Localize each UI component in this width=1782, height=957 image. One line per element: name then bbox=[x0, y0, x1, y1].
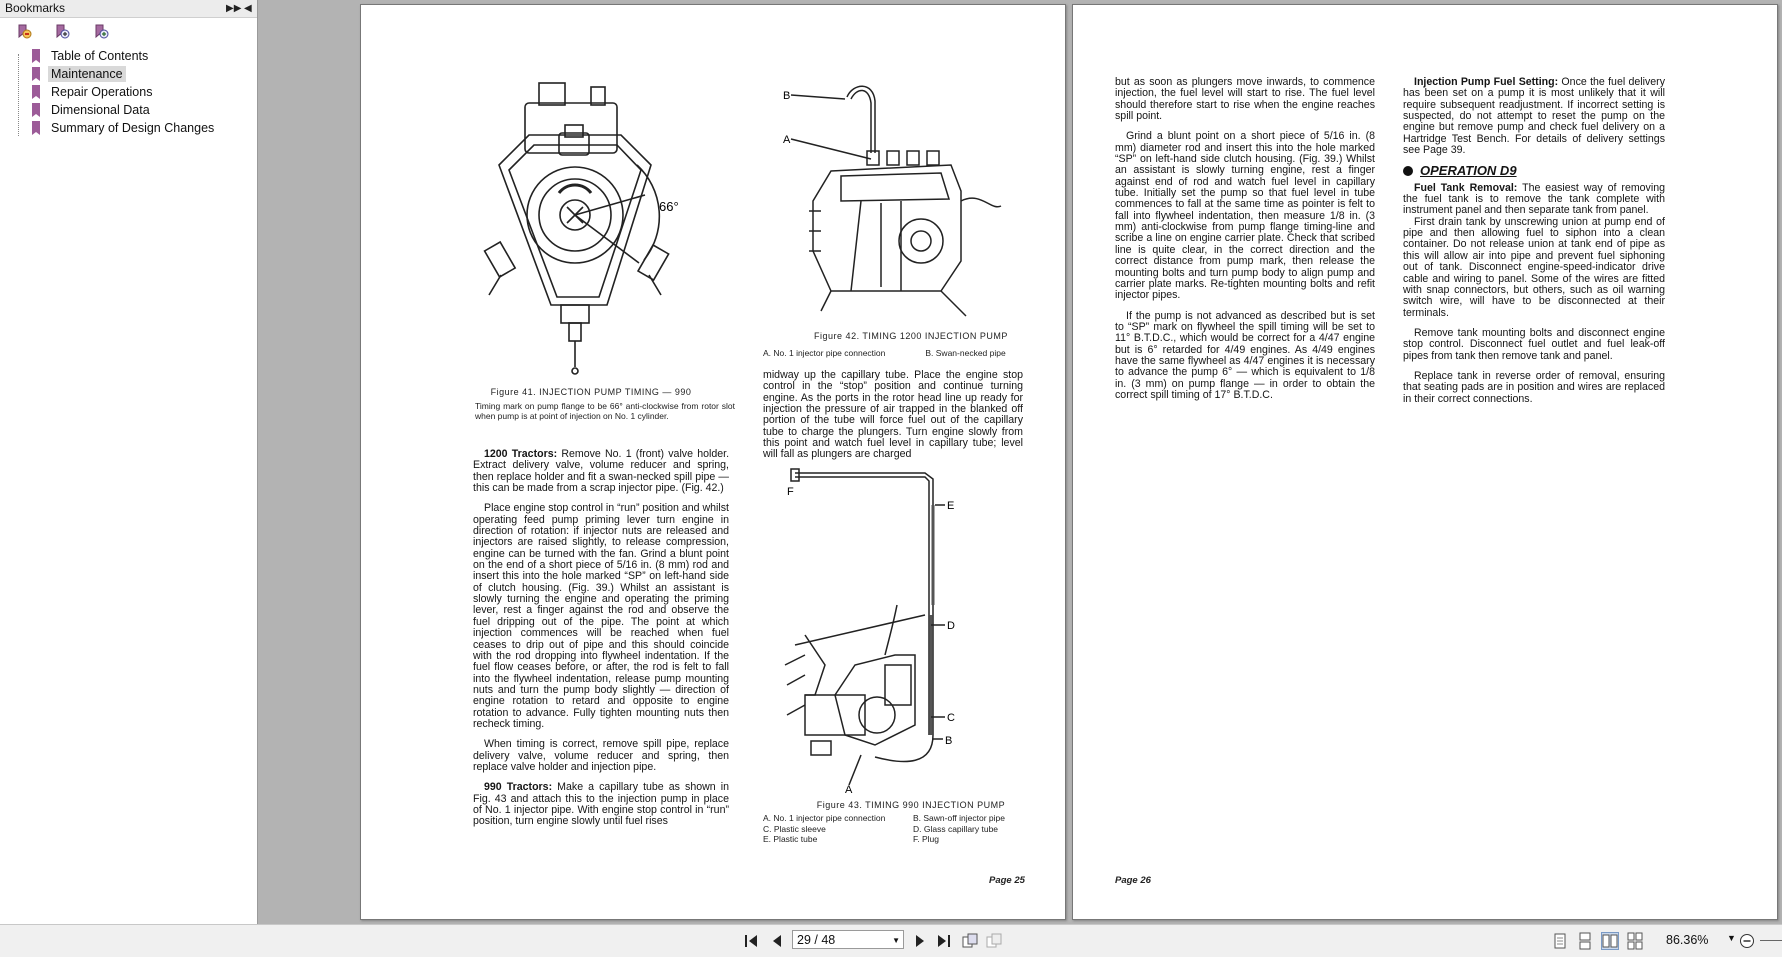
next-page-icon[interactable] bbox=[912, 933, 928, 949]
bookmarks-list bbox=[0, 47, 257, 137]
figure-43-legend-d: D. Glass capillary tube bbox=[913, 823, 999, 834]
figure-43-label-b: B bbox=[945, 735, 953, 747]
panel-options-icon[interactable]: ▶▶ bbox=[226, 3, 242, 14]
page-number-value: 29 / 48 bbox=[797, 933, 836, 947]
figure-41-angle-label: 66° bbox=[659, 199, 679, 214]
figure-42-label-b: B bbox=[783, 90, 791, 102]
page-number: Page 25 bbox=[989, 875, 1025, 886]
document-page-25 bbox=[360, 4, 1066, 920]
paragraph bbox=[473, 449, 729, 494]
figure-43-legend-a: A. No. 1 injector pipe connection bbox=[763, 813, 886, 823]
figure-43-label-c: C bbox=[947, 712, 955, 724]
zoom-dropdown-icon[interactable]: ▼ bbox=[1727, 933, 1736, 943]
bookmark-table-of-contents[interactable] bbox=[0, 47, 257, 65]
paragraph-text: Remove No. 1 (front) valve holder. Extract delivery valve, volume reducer and spring, then replace holder and fit a swan-necked spill pipe — this can be made from a scrap injector pipe. (Fig. 42.) bbox=[473, 448, 730, 495]
figure-42-pump-drawing bbox=[783, 81, 1011, 321]
bookmark-label: Summary of Design Changes bbox=[51, 121, 215, 135]
figure-43-legend-c: C. Plastic sleeve bbox=[763, 823, 826, 834]
paragraph: If the pump is not advanced as described but is set to “SP” mark on flywheel the spill timing will be set to 11° B.T.D.C., which would be correct for a 4/47 engine but is 6° retarded for 4/49 engines. As 4/49 engines have the same flywheel as 4/47 engines it is necessary to advance the pump 6° — which is equivalent to 1/8 in. (3 mm) on pump flange — in order to obtain the correct spill timing of 17° B.T.D.C. bbox=[1115, 309, 1375, 401]
paragraph-heading: Fuel Tank Removal: bbox=[1414, 181, 1518, 194]
bookmarks-title: Bookmarks bbox=[5, 1, 66, 15]
bookmark-ribbon-icon bbox=[32, 67, 40, 81]
continuous-view-icon[interactable] bbox=[1577, 933, 1593, 949]
figure-42-legend-b: B. Swan-necked pipe bbox=[925, 348, 1006, 358]
bookmarks-panel bbox=[0, 0, 258, 924]
page-25-right-column bbox=[763, 370, 1023, 470]
figure-43-label-e: E bbox=[947, 500, 955, 512]
operation-heading bbox=[1403, 163, 1665, 179]
bookmarks-toolbar bbox=[0, 18, 257, 46]
bookmark-repair-operations[interactable] bbox=[0, 83, 257, 101]
figure-43-caption: Figure 43. TIMING 990 INJECTION PUMP bbox=[816, 800, 1006, 810]
figure-43-legend-f: F. Plug bbox=[913, 834, 939, 844]
single-page-view-icon[interactable] bbox=[1552, 933, 1568, 949]
paragraph: Replace tank in reverse order of removal, ensuring that seating pads are in position and wires are replaced in their correct connections. bbox=[1403, 369, 1665, 405]
two-page-view-icon[interactable] bbox=[1602, 933, 1618, 949]
bookmarks-header bbox=[0, 0, 257, 18]
bookmark-ribbon-icon bbox=[32, 85, 40, 99]
bookmark-label: Maintenance bbox=[48, 66, 126, 82]
zoom-out-icon[interactable] bbox=[1739, 933, 1755, 949]
page-26-left-column bbox=[1115, 77, 1375, 410]
paragraph: Remove tank mounting bolts and disconnect engine stop control. Disconnect fuel outlet and fuel leak-off pipes from tank then remove tank and panel. bbox=[1403, 326, 1665, 362]
paragraph: midway up the capillary tube. Place the engine stop control in the “stop” position and continue turning engine. As the ports in the rotor head line up ready for injection the pressure of air trapped in the blanked off portion of the tube will force fuel out of the capillary tube to charge the plungers. Turn engine slowly from this point and watch fuel level in capillary tube; level will fall as plungers are charged bbox=[763, 369, 1023, 461]
figure-42-legend-a: A. No. 1 injector pipe connection bbox=[763, 348, 886, 358]
first-page-icon[interactable] bbox=[743, 933, 759, 949]
bookmark-ribbon-icon bbox=[32, 103, 40, 117]
figure-43-legend bbox=[763, 813, 1063, 845]
page-26-right-column bbox=[1403, 77, 1665, 414]
figure-43-label-a: A bbox=[845, 784, 853, 796]
bookmark-ribbon-icon bbox=[32, 49, 40, 63]
bookmark-ribbon-icon bbox=[32, 121, 40, 135]
paragraph-text: Make a capillary tube as shown in Fig. 43 and attach this to the injection pump in place of No. 1 injector pipe. With engine stop control in “run” position, turn engine slowly until fuel rises bbox=[473, 781, 729, 828]
figure-43-label-f: F bbox=[787, 486, 794, 498]
figure-43-pump-drawing bbox=[765, 465, 995, 795]
figure-42-label-a: A bbox=[783, 134, 791, 146]
paragraph: but as soon as plungers move inwards, to commence injection, the fuel level will start to rise. The fuel level should therefore start to rise when the engine reaches spill point. bbox=[1115, 76, 1375, 123]
operation-heading-text: OPERATION D9 bbox=[1420, 163, 1517, 179]
paragraph-heading: 1200 Tractors: bbox=[484, 448, 558, 460]
page-number-field[interactable] bbox=[792, 930, 904, 949]
figure-43-label-d: D bbox=[947, 620, 955, 632]
figure-41-note: Timing mark on pump flange to be 66° anti-clockwise from rotor slot when pump is at point of injection on No. 1 cylinder. bbox=[475, 401, 735, 421]
add-bookmark-icon[interactable] bbox=[93, 24, 109, 40]
expand-bookmark-icon[interactable] bbox=[54, 24, 70, 40]
previous-view-icon[interactable] bbox=[962, 933, 978, 949]
paragraph-heading: 990 Tractors: bbox=[484, 781, 553, 794]
previous-page-icon[interactable] bbox=[769, 933, 785, 949]
bookmark-dimensional-data[interactable] bbox=[0, 101, 257, 119]
figure-41-pump-drawing bbox=[499, 75, 709, 380]
paragraph: When timing is correct, remove spill pipe, replace delivery valve, volume reducer and spring, then replace valve holder and injection pipe. bbox=[473, 738, 729, 773]
bookmark-label: Dimensional Data bbox=[51, 103, 150, 117]
bookmark-label: Table of Contents bbox=[51, 49, 149, 63]
bookmark-options-icon[interactable] bbox=[16, 24, 32, 40]
next-view-icon[interactable] bbox=[986, 933, 1002, 949]
paragraph: Place engine stop control in “run” position and whilst operating feed pump priming lever turn engine in direction of rotation: if injector nuts are released and injectors are raised slightly, to release compression, engine can be turned with the fan. Grind a blunt point on the end of a short piece of 5/16 in. (8 mm) rod and insert this into the hole marked “SP” on left-hand side of clutch housing. (Fig. 39.) Whilst an assistant is slowly turning the engine and operating the priming lever, rest a finger against the rod and observe the fuel dripping out of the pipe. The point at which injection commences will be reached when fuel ceases to drip out of pipe and this should coincide with the rod dropping into flywheel indentation. If the fuel flow ceases before, or after, the rod is felt to fall into the flywheel indentation, release pump mounting nuts and turn the pump body slightly — direction of engine rotation to retard and opposite to engine rotation to advance. Fully tighten mounting nuts then recheck timing. bbox=[473, 502, 729, 730]
zoom-level[interactable]: 86.36% bbox=[1666, 933, 1709, 947]
bullet-icon bbox=[1403, 166, 1413, 176]
figure-43-legend-b: B. Sawn-off injector pipe bbox=[913, 813, 1005, 823]
paragraph-heading: Injection Pump Fuel Setting: bbox=[1414, 76, 1559, 88]
bookmark-summary-of-design-changes[interactable] bbox=[0, 119, 257, 137]
paragraph bbox=[1403, 183, 1665, 217]
figure-42-caption: Figure 42. TIMING 1200 INJECTION PUMP bbox=[814, 331, 1008, 341]
figure-42-legend bbox=[763, 348, 1063, 359]
two-page-continuous-icon[interactable] bbox=[1627, 933, 1643, 949]
paragraph-text: The easiest way of removing the fuel tank is to remove the tank complete with instrument panel and then separate tank from panel. bbox=[1403, 181, 1665, 217]
paragraph: First drain tank by unscrewing union at pump end of pipe and then allowing fuel to siphon into a clean container. Do not release union at tank end of pipe as this will allow air into pipe and prevent fuel siphoning out of tank. Disconnect engine-speed-indicator drive cable and wiring to panel. Some of the wires are fitted with snap connectors, but others, such as oil warning switch wire, will have to be disconnected at their terminals. bbox=[1403, 215, 1665, 319]
zoom-slider[interactable] bbox=[1760, 940, 1782, 941]
paragraph: Grind a blunt point on a short piece of 5/16 in. (8 mm) diameter rod and insert this into the hole marked “SP” on left-hand side clutch housing. (Fig. 39.) Whilst an assistant is slowly turning engine, rest a finger against end of rod and watch fuel level in capillary tube. Initially set the pump so that fuel level in tube commences to fall at the same time as pointer is felt to fall into flywheel indentation, then measure 1/8 in. (3 mm) anti-clockwise from pump flange timing-line and scribe a line on engine carrier plate. Check that scribed line is quite clear, in the correct direction and the correct distance from pump mark, then release the mounting bolts and turn pump body to align pump and carrier plate marks. Re-tighten mounting bolts and refit injector pipes. bbox=[1115, 130, 1375, 302]
paragraph-text: Once the fuel delivery has been set on a pump it is most unlikely that it will require subsequent readjustment. If incorrect setting is suspected, do not attempt to reset the pump on the engine but remove pump and check fuel delivery on a Hartridge Test Bench. For details of delivery settings see Page 39. bbox=[1403, 76, 1666, 157]
bookmark-maintenance[interactable] bbox=[0, 65, 257, 83]
navigation-toolbar bbox=[0, 924, 1782, 957]
chevron-down-icon[interactable]: ▼ bbox=[892, 936, 900, 945]
figure-43-legend-e: E. Plastic tube bbox=[763, 834, 818, 844]
paragraph bbox=[1403, 77, 1665, 156]
page-number: Page 26 bbox=[1115, 875, 1151, 886]
last-page-icon[interactable] bbox=[936, 933, 952, 949]
paragraph bbox=[473, 782, 729, 827]
bookmark-label: Repair Operations bbox=[51, 85, 153, 99]
document-page-26 bbox=[1072, 4, 1778, 920]
figure-41-caption: Figure 41. INJECTION PUMP TIMING — 990 bbox=[490, 387, 692, 397]
page-25-left-column bbox=[473, 449, 729, 837]
collapse-panel-icon[interactable]: ◀ bbox=[244, 3, 252, 14]
